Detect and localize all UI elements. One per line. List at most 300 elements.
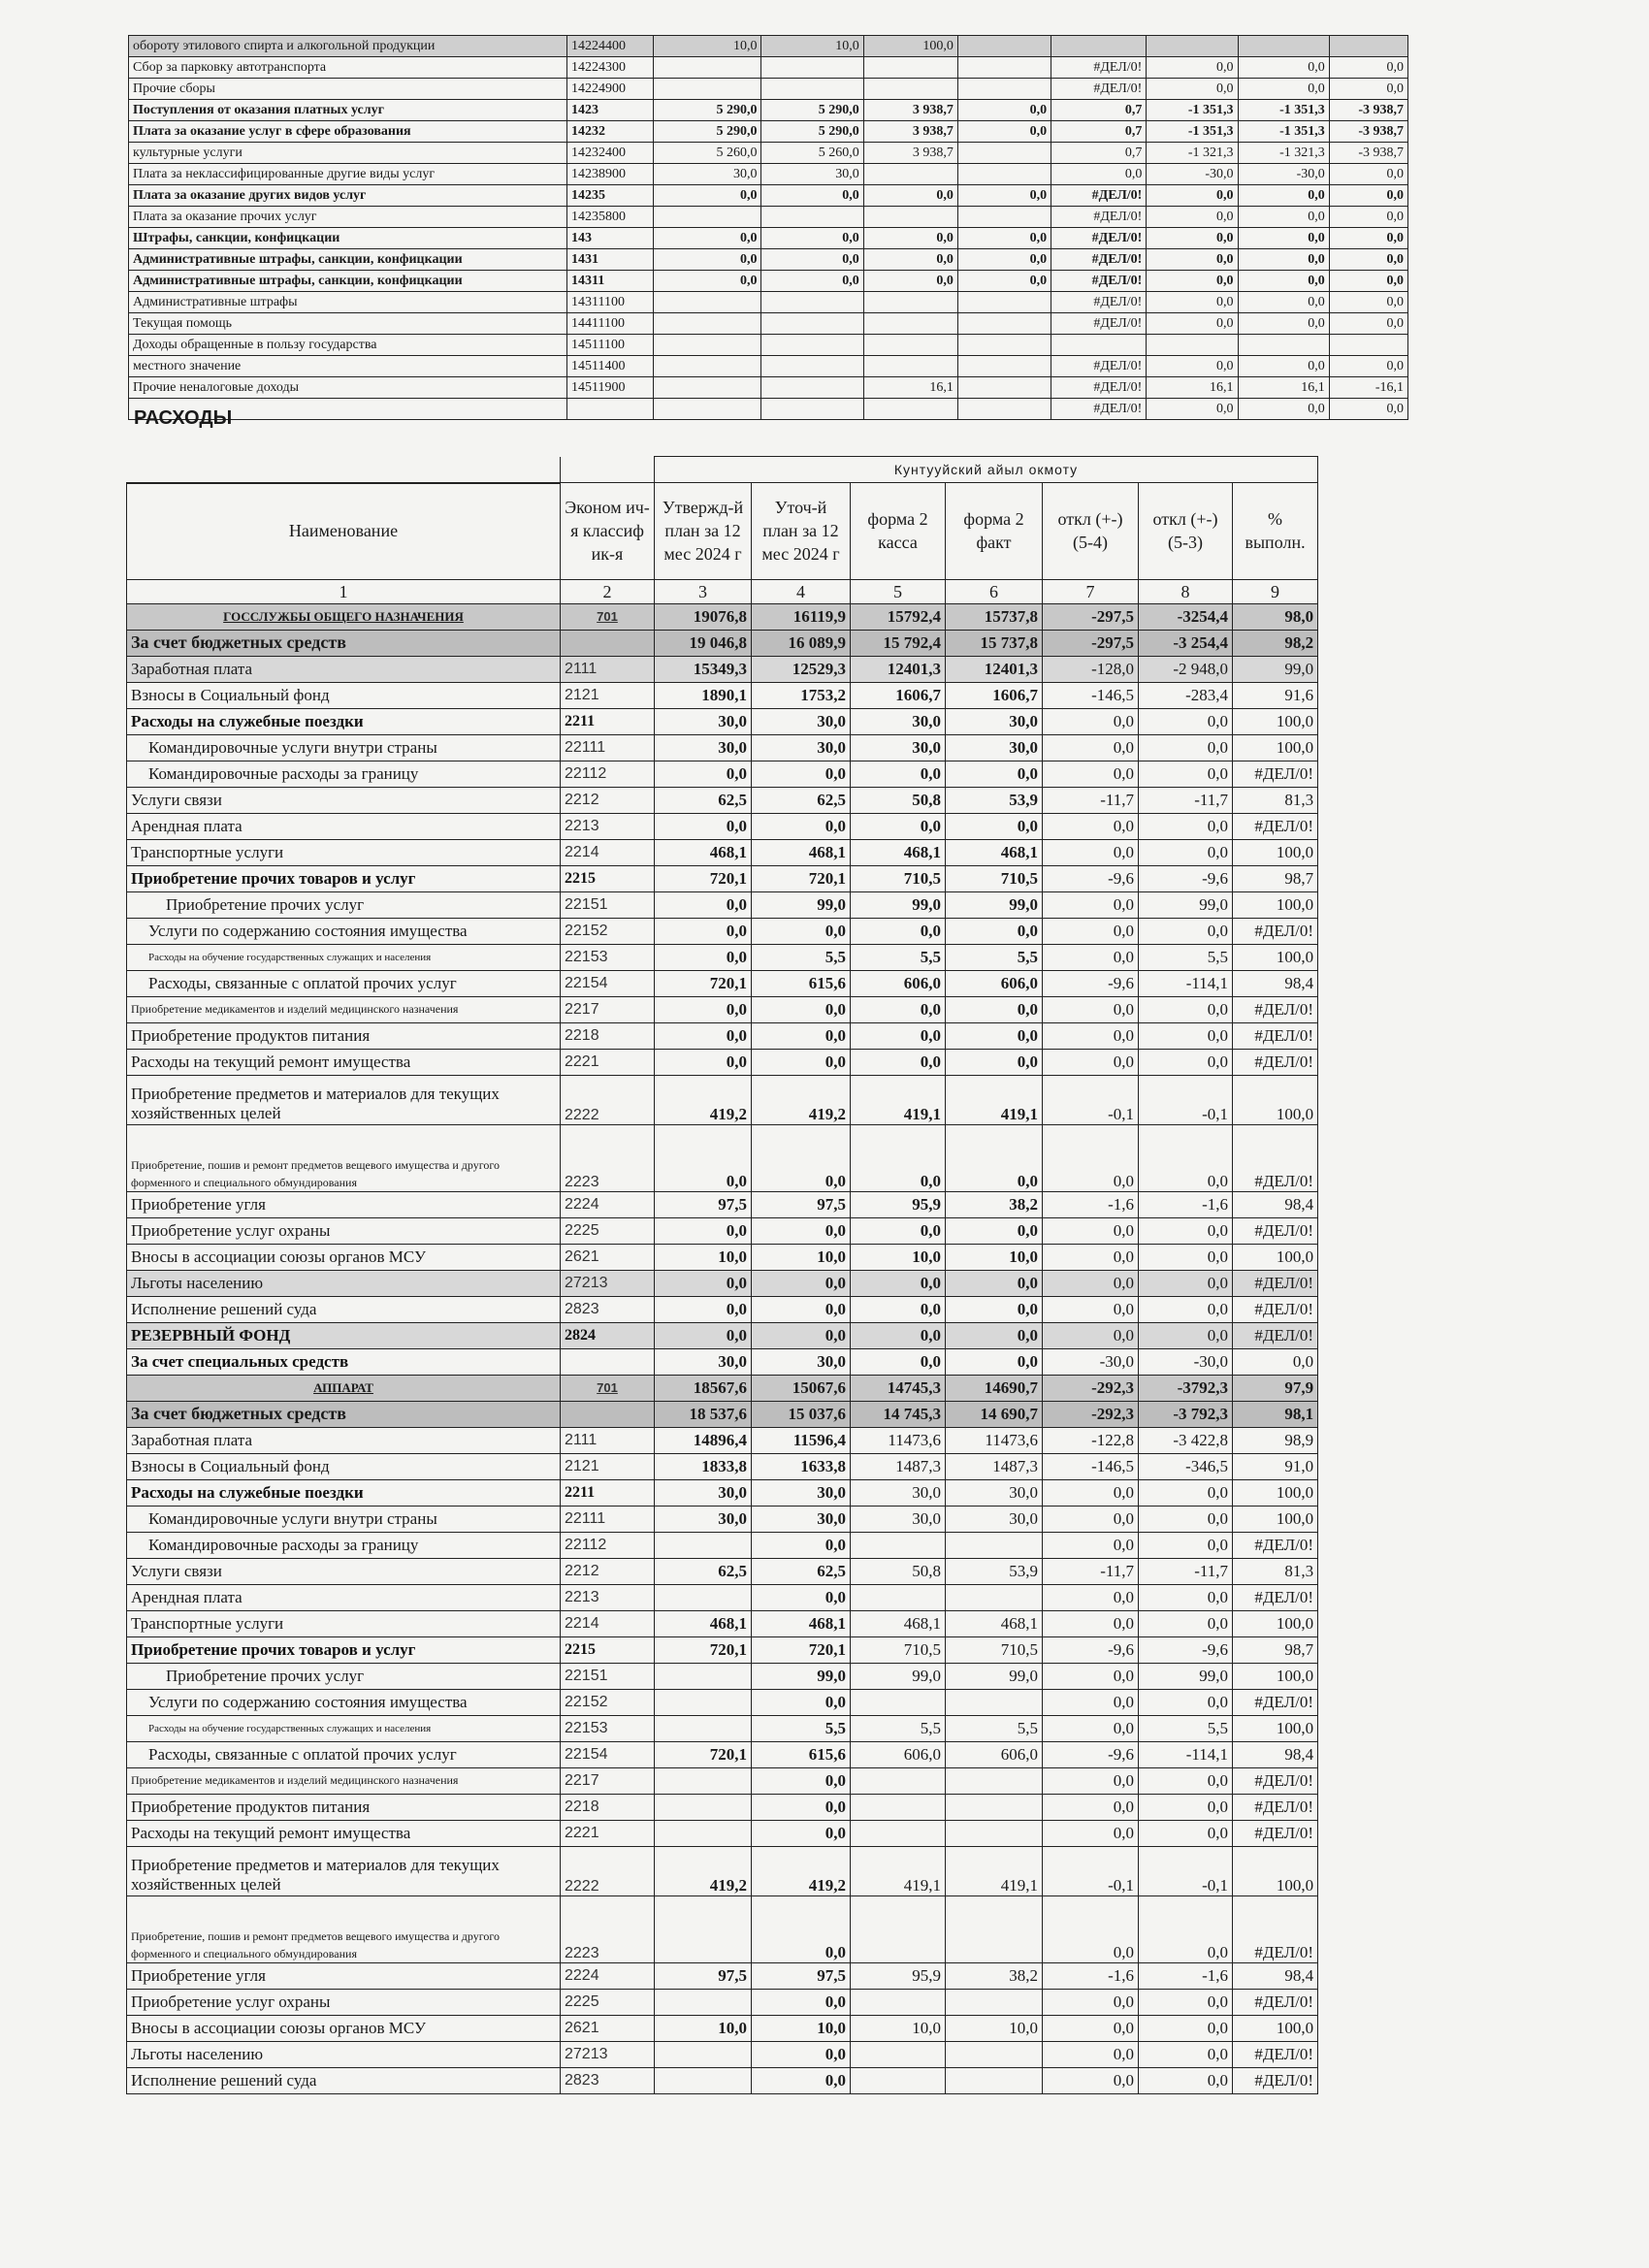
value-cell: 0,0 [1139, 1049, 1233, 1075]
value-cell: 0,0 [752, 813, 851, 839]
value-cell: 100,0 [863, 36, 957, 57]
table-row [127, 2041, 1318, 2067]
row-name: Приобретение медикаментов и изделий медицинского назначения [127, 996, 561, 1022]
value-cell: 0,0 [1238, 185, 1329, 207]
row-code: 27213 [561, 1270, 655, 1296]
value-cell: 0,7 [1051, 143, 1147, 164]
table-row [127, 1427, 1318, 1453]
value-cell: 10,0 [654, 36, 761, 57]
value-cell: 468,1 [752, 1610, 851, 1636]
value-cell: 10,0 [946, 1244, 1043, 1270]
value-cell: 0,0 [1147, 57, 1238, 79]
table-row [127, 1453, 1318, 1479]
value-cell: 468,1 [851, 839, 946, 865]
value-cell: 0,0 [1043, 1124, 1139, 1191]
value-cell: 91,0 [1233, 1453, 1318, 1479]
value-cell: 0,7 [1051, 121, 1147, 143]
row-name: За счет специальных средств [127, 1348, 561, 1375]
value-cell: 0,0 [1329, 185, 1407, 207]
value-cell [957, 79, 1051, 100]
value-cell: 0,0 [655, 1124, 752, 1191]
value-cell: 62,5 [655, 787, 752, 813]
table-row [127, 1895, 1318, 1962]
value-cell: 100,0 [1233, 1846, 1318, 1895]
value-cell: 720,1 [655, 970, 752, 996]
value-cell [761, 313, 863, 335]
row-code: 2218 [561, 1794, 655, 1820]
value-cell [1051, 36, 1147, 57]
value-cell: 0,0 [654, 271, 761, 292]
value-cell: 0,0 [851, 1022, 946, 1049]
table-row [127, 1322, 1318, 1348]
row-code: 2215 [561, 1636, 655, 1663]
value-cell: 30,0 [851, 1506, 946, 1532]
value-cell: 15 737,8 [946, 630, 1043, 656]
value-cell: 5 290,0 [654, 100, 761, 121]
value-cell [863, 292, 957, 313]
value-cell [654, 79, 761, 100]
income-row [129, 249, 1408, 271]
table-row [127, 1479, 1318, 1506]
value-cell: 98,1 [1233, 1401, 1318, 1427]
value-cell [851, 1820, 946, 1846]
value-cell: #ДЕЛ/0! [1051, 79, 1147, 100]
value-cell [957, 164, 1051, 185]
value-cell: 0,0 [957, 271, 1051, 292]
value-cell: -11,7 [1139, 1558, 1233, 1584]
value-cell [957, 57, 1051, 79]
row-code [561, 630, 655, 656]
value-cell: 5 290,0 [761, 100, 863, 121]
value-cell: 0,0 [655, 1322, 752, 1348]
row-code: 2213 [561, 813, 655, 839]
value-cell [655, 1663, 752, 1689]
income-row [129, 292, 1408, 313]
row-code: 14235 [567, 185, 654, 207]
table-row [127, 1767, 1318, 1794]
row-code: 2214 [561, 839, 655, 865]
column-number: 6 [946, 579, 1043, 603]
value-cell [655, 1794, 752, 1820]
table-row [127, 1962, 1318, 1989]
value-cell: -30,0 [1238, 164, 1329, 185]
value-cell: 0,0 [1147, 228, 1238, 249]
value-cell [851, 1989, 946, 2015]
row-code: 2823 [561, 2067, 655, 2093]
value-cell: -1 321,3 [1238, 143, 1329, 164]
table-row [127, 1506, 1318, 1532]
table-row [127, 1217, 1318, 1244]
row-name: Командировочные услуги внутри страны [127, 734, 561, 761]
value-cell: 720,1 [655, 1741, 752, 1767]
row-name: Командировочные услуги внутри страны [127, 1506, 561, 1532]
value-cell [851, 1794, 946, 1820]
value-cell: 3 938,7 [863, 121, 957, 143]
row-name: Услуги связи [127, 787, 561, 813]
value-cell: 0,0 [863, 185, 957, 207]
value-cell [654, 292, 761, 313]
row-name: культурные услуги [129, 143, 567, 164]
row-name: Исполнение решений суда [127, 1296, 561, 1322]
income-row [129, 377, 1408, 399]
row-code: 14311 [567, 271, 654, 292]
table-row [127, 1124, 1318, 1191]
value-cell [761, 356, 863, 377]
row-code: 22112 [561, 761, 655, 787]
value-cell: -114,1 [1139, 970, 1233, 996]
value-cell: 30,0 [655, 734, 752, 761]
value-cell: 53,9 [946, 1558, 1043, 1584]
row-name: Приобретение, пошив и ремонт предметов вещевого имущества и другого форменного и специального обмундирования [127, 1895, 561, 1962]
table-row [127, 918, 1318, 944]
row-code: 143 [567, 228, 654, 249]
income-row [129, 399, 1408, 420]
value-cell: 0,0 [1043, 1989, 1139, 2015]
row-name: Плата за оказание прочих услуг [129, 207, 567, 228]
value-cell: 0,7 [1051, 100, 1147, 121]
value-cell: 0,0 [946, 761, 1043, 787]
income-row [129, 335, 1408, 356]
row-code: 14511100 [567, 335, 654, 356]
value-cell: 710,5 [851, 1636, 946, 1663]
expenses-heading: РАСХОДЫ [134, 407, 233, 429]
value-cell: 1487,3 [851, 1453, 946, 1479]
row-name: ГОССЛУЖБЫ ОБЩЕГО НАЗНАЧЕНИЯ [127, 603, 561, 630]
value-cell: 0,0 [1238, 313, 1329, 335]
value-cell: 18567,6 [655, 1375, 752, 1401]
value-cell: 3 938,7 [863, 143, 957, 164]
value-cell: 0,0 [655, 1296, 752, 1322]
value-cell: 0,0 [1139, 2041, 1233, 2067]
value-cell: #ДЕЛ/0! [1233, 1322, 1318, 1348]
table-row [127, 813, 1318, 839]
value-cell: -0,1 [1139, 1846, 1233, 1895]
value-cell: 0,0 [1043, 1479, 1139, 1506]
row-code: 2221 [561, 1049, 655, 1075]
value-cell: 0,0 [1139, 1820, 1233, 1846]
row-name: Услуги связи [127, 1558, 561, 1584]
value-cell [655, 1895, 752, 1962]
row-name: Вносы в ассоциации союзы органов МСУ [127, 2015, 561, 2041]
value-cell: 0,0 [1139, 1610, 1233, 1636]
value-cell: 0,0 [957, 185, 1051, 207]
value-cell: 0,0 [1238, 79, 1329, 100]
value-cell: 0,0 [1329, 79, 1407, 100]
value-cell: 1833,8 [655, 1453, 752, 1479]
row-name: Приобретение медикаментов и изделий медицинского назначения [127, 1767, 561, 1794]
value-cell: 0,0 [1043, 1322, 1139, 1348]
value-cell [655, 1715, 752, 1741]
value-cell: -3 938,7 [1329, 143, 1407, 164]
value-cell: -297,5 [1043, 630, 1139, 656]
value-cell: 720,1 [752, 865, 851, 891]
row-code: 2222 [561, 1846, 655, 1895]
value-cell: 0,0 [1139, 1022, 1233, 1049]
value-cell: 0,0 [752, 918, 851, 944]
table-row [127, 761, 1318, 787]
value-cell: -9,6 [1043, 1636, 1139, 1663]
value-cell: 0,0 [1139, 1244, 1233, 1270]
table-row [127, 708, 1318, 734]
row-name: Сбор за парковку автотранспорта [129, 57, 567, 79]
row-name: Прочие неналоговые доходы [129, 377, 567, 399]
value-cell: 5,5 [752, 1715, 851, 1741]
table-row [127, 1022, 1318, 1049]
value-cell: 5 290,0 [761, 121, 863, 143]
value-cell: 0,0 [1043, 1689, 1139, 1715]
table-row [127, 1846, 1318, 1895]
table-row [127, 1584, 1318, 1610]
value-cell: 0,0 [946, 813, 1043, 839]
value-cell: 0,0 [1139, 1689, 1233, 1715]
value-cell: 0,0 [655, 813, 752, 839]
table-row [127, 1689, 1318, 1715]
value-cell: 99,0 [851, 1663, 946, 1689]
value-cell [655, 1767, 752, 1794]
value-cell: 0,0 [1043, 761, 1139, 787]
row-code: 14224400 [567, 36, 654, 57]
value-cell: 0,0 [761, 185, 863, 207]
value-cell: 0,0 [1139, 734, 1233, 761]
row-code: 2215 [561, 865, 655, 891]
value-cell [946, 1820, 1043, 1846]
row-code: 2217 [561, 996, 655, 1022]
value-cell: 0,0 [851, 1322, 946, 1348]
table-row [127, 682, 1318, 708]
value-cell: 99,0 [1139, 891, 1233, 918]
value-cell: #ДЕЛ/0! [1051, 356, 1147, 377]
value-cell: 615,6 [752, 1741, 851, 1767]
table-row [127, 1244, 1318, 1270]
value-cell: 0,0 [1329, 57, 1407, 79]
value-cell: -1,6 [1139, 1191, 1233, 1217]
value-cell: 5,5 [851, 944, 946, 970]
value-cell: 0,0 [1043, 1895, 1139, 1962]
value-cell: -11,7 [1043, 787, 1139, 813]
value-cell: 100,0 [1233, 1610, 1318, 1636]
row-name: Приобретение прочих товаров и услуг [127, 1636, 561, 1663]
value-cell: 0,0 [1139, 918, 1233, 944]
value-cell: 0,0 [1238, 207, 1329, 228]
row-code: 2621 [561, 2015, 655, 2041]
value-cell: -1,6 [1043, 1962, 1139, 1989]
value-cell [655, 1989, 752, 2015]
column-number: 7 [1043, 579, 1139, 603]
value-cell: 0,0 [1238, 249, 1329, 271]
value-cell: 30,0 [655, 1479, 752, 1506]
value-cell [761, 377, 863, 399]
value-cell: 0,0 [1147, 271, 1238, 292]
value-cell: 98,4 [1233, 970, 1318, 996]
value-cell: 419,2 [752, 1075, 851, 1124]
row-name: Расходы на текущий ремонт имущества [127, 1820, 561, 1846]
value-cell: 11473,6 [851, 1427, 946, 1453]
value-cell: 0,0 [752, 1296, 851, 1322]
value-cell: 16119,9 [752, 603, 851, 630]
value-cell: 100,0 [1233, 839, 1318, 865]
row-code [567, 399, 654, 420]
value-cell: 100,0 [1233, 1506, 1318, 1532]
value-cell: 0,0 [1233, 1348, 1318, 1375]
table-row [127, 891, 1318, 918]
value-cell: 1633,8 [752, 1453, 851, 1479]
value-cell [863, 207, 957, 228]
value-cell: 11473,6 [946, 1427, 1043, 1453]
value-cell: -128,0 [1043, 656, 1139, 682]
row-code: 2221 [561, 1820, 655, 1846]
row-name: Услуги по содержанию состояния имущества [127, 1689, 561, 1715]
value-cell: -292,3 [1043, 1375, 1139, 1401]
header-row [127, 483, 1318, 580]
value-cell: -146,5 [1043, 1453, 1139, 1479]
value-cell: 14745,3 [851, 1375, 946, 1401]
value-cell: 100,0 [1233, 1075, 1318, 1124]
value-cell: -1 351,3 [1147, 121, 1238, 143]
value-cell: 0,0 [752, 1270, 851, 1296]
value-cell: 10,0 [752, 2015, 851, 2041]
value-cell: 15 037,6 [752, 1401, 851, 1427]
value-cell: 0,0 [1043, 2041, 1139, 2067]
value-cell: 0,0 [851, 996, 946, 1022]
row-code: 22153 [561, 944, 655, 970]
value-cell: 30,0 [946, 1479, 1043, 1506]
value-cell: -11,7 [1043, 1558, 1139, 1584]
value-cell: #ДЕЛ/0! [1233, 1794, 1318, 1820]
value-cell: 81,3 [1233, 787, 1318, 813]
row-code: 27213 [561, 2041, 655, 2067]
value-cell: 62,5 [752, 787, 851, 813]
row-name: Транспортные услуги [127, 839, 561, 865]
value-cell: 98,4 [1233, 1962, 1318, 1989]
value-cell: 0,0 [1043, 1049, 1139, 1075]
table-row [127, 734, 1318, 761]
row-name: Приобретение прочих услуг [127, 1663, 561, 1689]
value-cell: 0,0 [1043, 1820, 1139, 1846]
value-cell [957, 36, 1051, 57]
value-cell: 0,0 [1329, 207, 1407, 228]
value-cell: 0,0 [851, 1217, 946, 1244]
row-name: Командировочные расходы за границу [127, 1532, 561, 1558]
table-row [127, 996, 1318, 1022]
row-name: Приобретение услуг охраны [127, 1217, 561, 1244]
value-cell: 38,2 [946, 1962, 1043, 1989]
row-name: Приобретение продуктов питания [127, 1794, 561, 1820]
value-cell: 97,9 [1233, 1375, 1318, 1401]
column-header: Утвержд-й план за 12 мес 2024 г [655, 483, 752, 580]
value-cell: 100,0 [1233, 1479, 1318, 1506]
row-code: 2223 [561, 1124, 655, 1191]
value-cell: 30,0 [655, 1348, 752, 1375]
value-cell [851, 1767, 946, 1794]
value-cell: 0,0 [1147, 249, 1238, 271]
value-cell: 720,1 [655, 865, 752, 891]
column-header: откл (+-) (5-3) [1139, 483, 1233, 580]
table-row [127, 839, 1318, 865]
value-cell: 0,0 [752, 1532, 851, 1558]
value-cell: 100,0 [1233, 734, 1318, 761]
value-cell: 0,0 [851, 761, 946, 787]
value-cell: 1487,3 [946, 1453, 1043, 1479]
row-name: РЕЗЕРВНЫЙ ФОНД [127, 1322, 561, 1348]
income-row [129, 100, 1408, 121]
column-number: 1 [127, 579, 561, 603]
row-name: Приобретение продуктов питания [127, 1022, 561, 1049]
row-code: 2217 [561, 1767, 655, 1794]
value-cell: 0,0 [1329, 164, 1407, 185]
row-code: 2111 [561, 1427, 655, 1453]
value-cell: -1 351,3 [1147, 100, 1238, 121]
value-cell [654, 207, 761, 228]
row-code: 2111 [561, 656, 655, 682]
value-cell: #ДЕЛ/0! [1233, 1124, 1318, 1191]
row-name: Приобретение предметов и материалов для текущих хозяйственных целей [127, 1846, 561, 1895]
column-header: % выполн. [1233, 483, 1318, 580]
value-cell: 0,0 [1147, 399, 1238, 420]
value-cell: 468,1 [655, 839, 752, 865]
value-cell: -283,4 [1139, 682, 1233, 708]
value-cell: #ДЕЛ/0! [1233, 1049, 1318, 1075]
row-name: Арендная плата [127, 813, 561, 839]
income-row [129, 271, 1408, 292]
value-cell: 419,2 [752, 1846, 851, 1895]
value-cell: 0,0 [1329, 249, 1407, 271]
row-code: 2211 [561, 708, 655, 734]
value-cell: 0,0 [752, 996, 851, 1022]
value-cell: 710,5 [851, 865, 946, 891]
value-cell: 0,0 [655, 918, 752, 944]
value-cell: 0,0 [752, 2067, 851, 2093]
value-cell: 12529,3 [752, 656, 851, 682]
value-cell [957, 143, 1051, 164]
value-cell: 0,0 [1139, 1124, 1233, 1191]
value-cell: #ДЕЛ/0! [1051, 185, 1147, 207]
value-cell: 0,0 [957, 249, 1051, 271]
value-cell: 97,5 [655, 1191, 752, 1217]
value-cell: 91,6 [1233, 682, 1318, 708]
value-cell: -146,5 [1043, 682, 1139, 708]
value-cell: -3254,4 [1139, 603, 1233, 630]
row-code: 14235800 [567, 207, 654, 228]
row-name: Расходы на обучение государственных служащих и населения [127, 1715, 561, 1741]
value-cell: 0,0 [1043, 1270, 1139, 1296]
value-cell: 5,5 [752, 944, 851, 970]
value-cell: 0,0 [851, 1270, 946, 1296]
row-code: 22151 [561, 1663, 655, 1689]
row-name: За счет бюджетных средств [127, 630, 561, 656]
row-name: Приобретение услуг охраны [127, 1989, 561, 2015]
row-name: Взносы в Социальный фонд [127, 1453, 561, 1479]
value-cell: 98,4 [1233, 1191, 1318, 1217]
value-cell: 5,5 [946, 944, 1043, 970]
row-name: Административные штрафы, санкции, конфицкации [129, 271, 567, 292]
value-cell: 100,0 [1233, 1244, 1318, 1270]
value-cell: #ДЕЛ/0! [1233, 1270, 1318, 1296]
row-name: местного значение [129, 356, 567, 377]
value-cell: 0,0 [1329, 399, 1407, 420]
row-code: 2222 [561, 1075, 655, 1124]
value-cell [655, 1584, 752, 1610]
value-cell: 0,0 [1329, 271, 1407, 292]
value-cell: 30,0 [752, 734, 851, 761]
value-cell: #ДЕЛ/0! [1233, 1820, 1318, 1846]
table-row [127, 630, 1318, 656]
value-cell: -1 351,3 [1238, 100, 1329, 121]
value-cell: 0,0 [761, 271, 863, 292]
table-row [127, 2015, 1318, 2041]
value-cell: 95,9 [851, 1962, 946, 1989]
value-cell [1147, 36, 1238, 57]
column-number: 3 [655, 579, 752, 603]
